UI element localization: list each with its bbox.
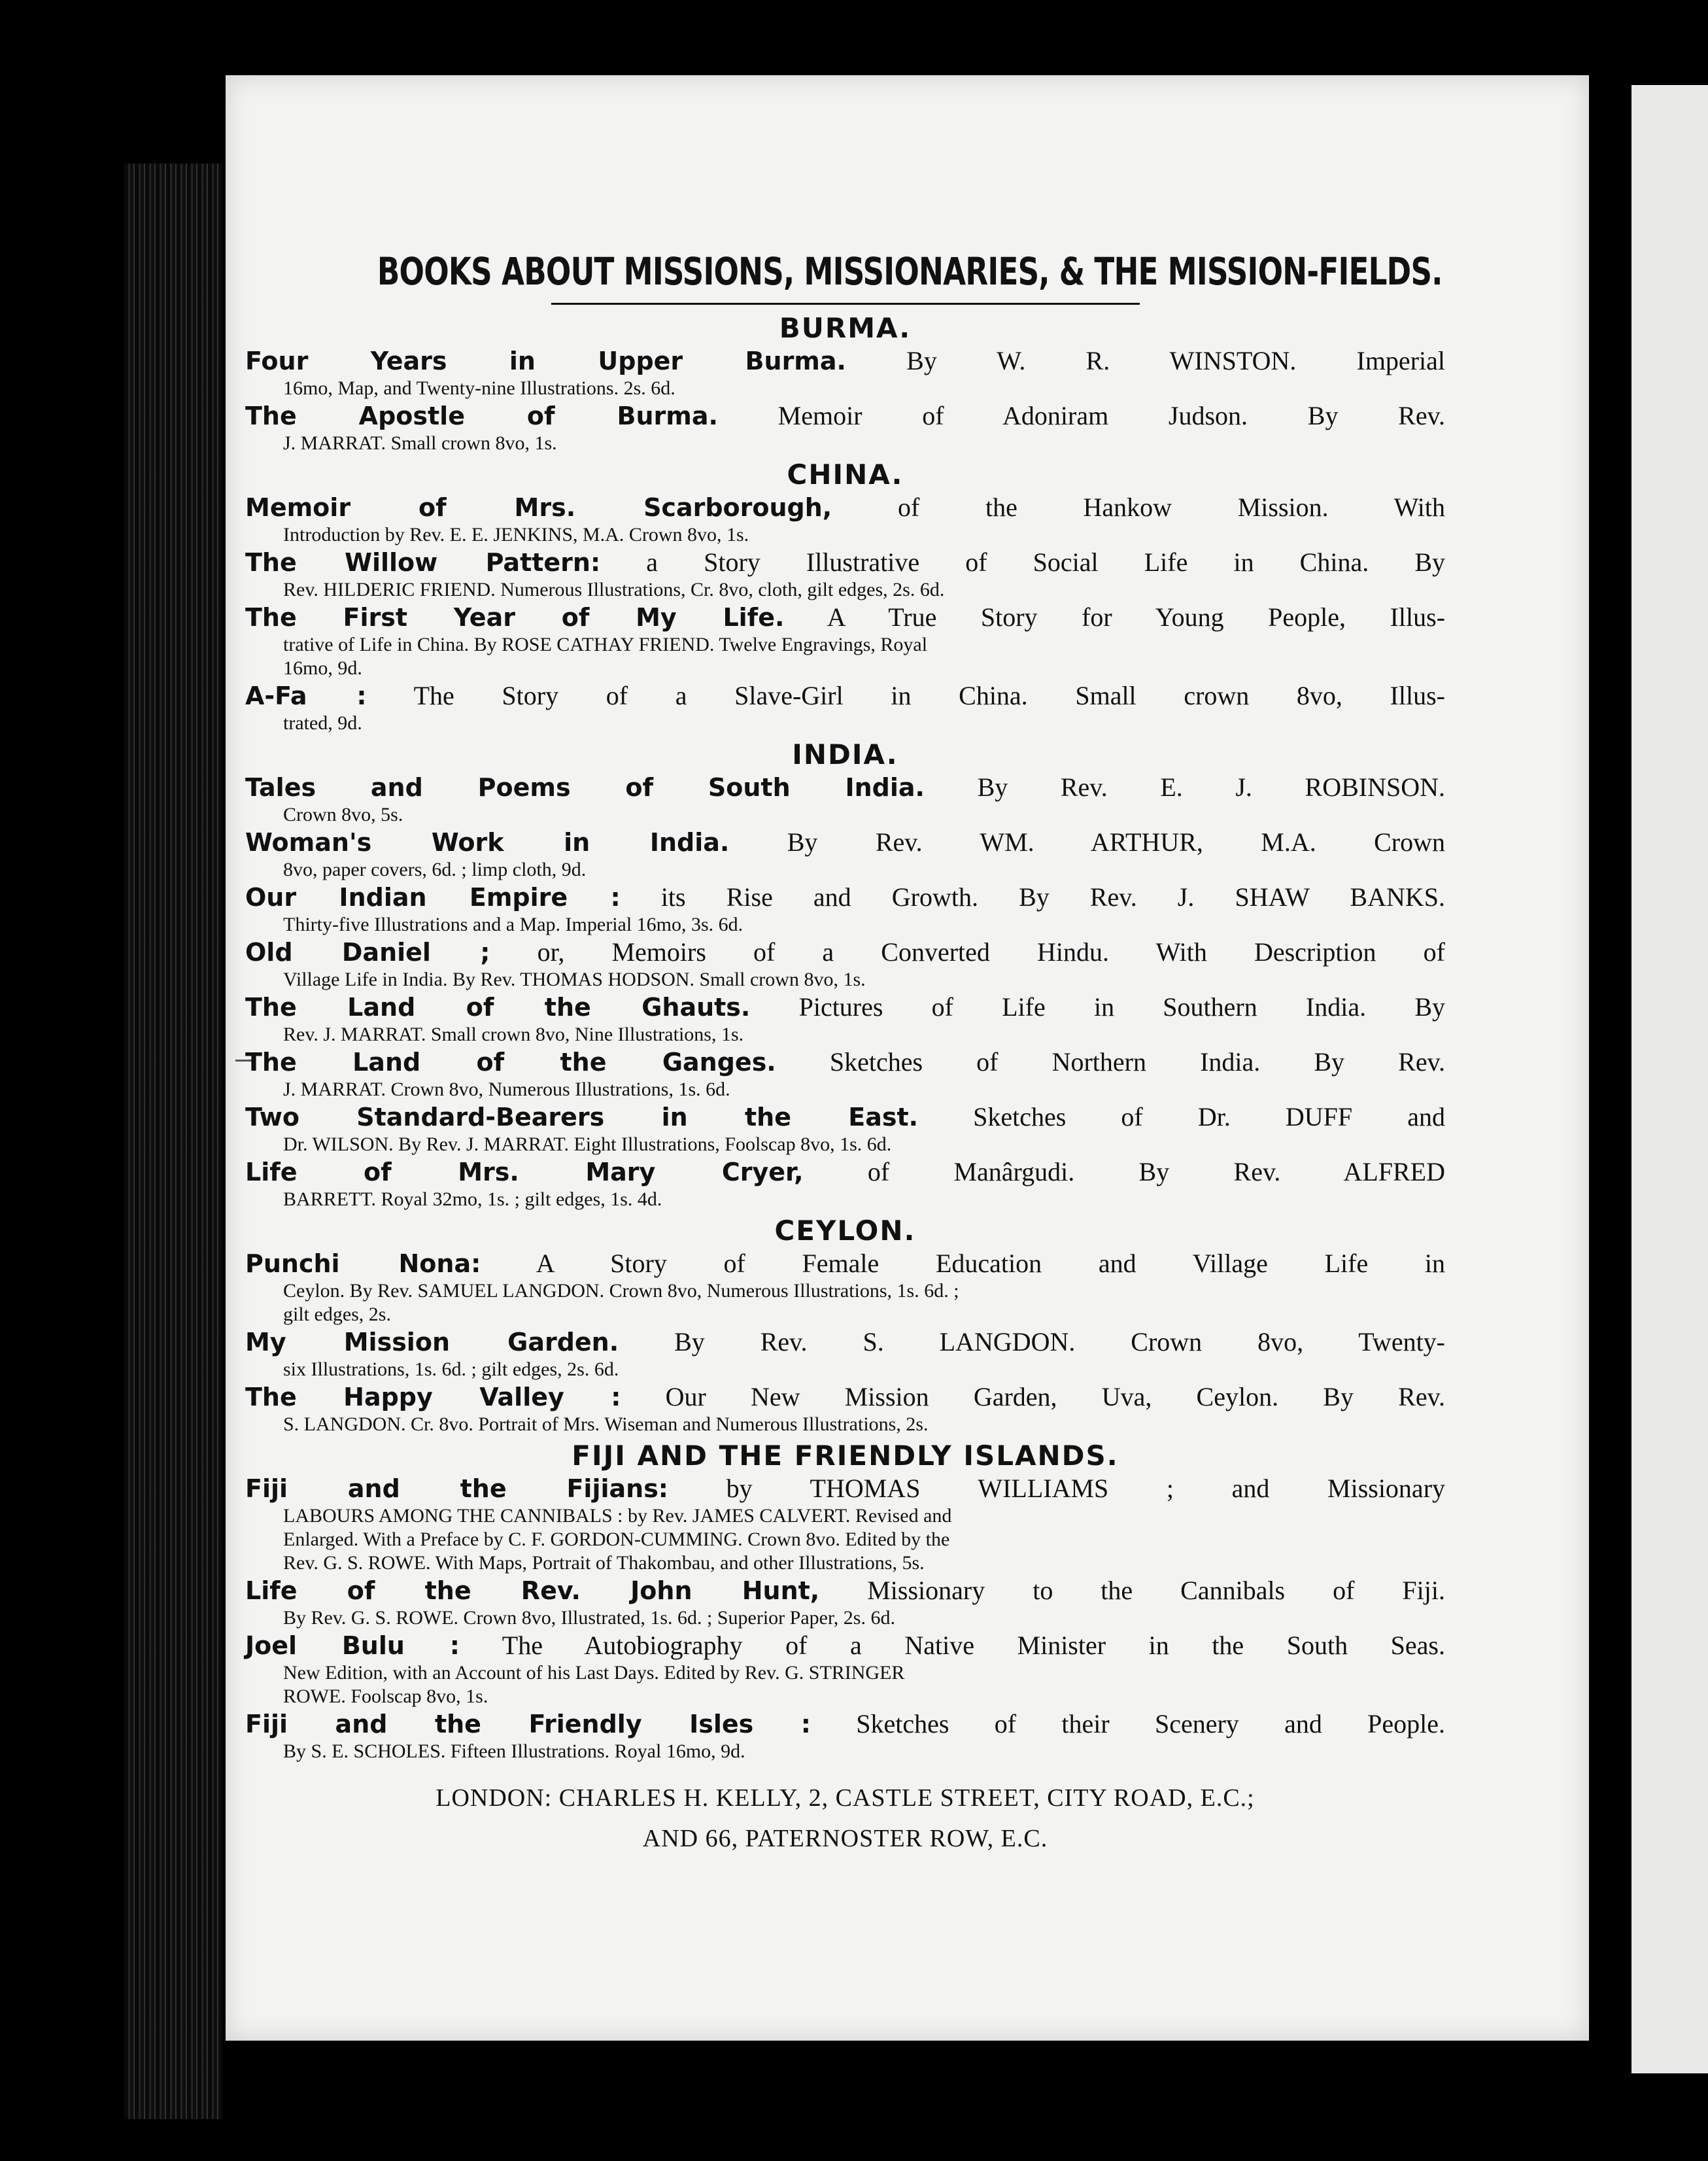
facing-page-edge	[1631, 85, 1708, 2073]
book-title: The Happy Valley :	[245, 1383, 621, 1411]
book-description: By Rev. WM. ARTHUR, M.A. Crown	[787, 827, 1446, 857]
book-details: ROWE. Foolscap 8vo, 1s.	[283, 1686, 488, 1707]
book-entry-headline	[245, 1630, 1445, 1661]
book-entry-headline	[245, 602, 1445, 633]
book-details: By Rev. G. S. ROWE. Crown 8vo, Illustrated, 1s. 6d. ; Superior Paper, 2s. 6d.	[283, 1607, 895, 1629]
book-entry-headline	[245, 882, 1445, 913]
book-entry-headline	[245, 547, 1445, 578]
book-details: Crown 8vo, 5s.	[283, 804, 403, 825]
book-title: Memoir of Mrs. Scarborough,	[245, 493, 832, 522]
book-details: Rev. J. MARRAT. Small crown 8vo, Nine Illustrations, 1s.	[283, 1024, 744, 1045]
book-entry	[245, 882, 1445, 937]
book-title: Joel Bulu :	[245, 1631, 460, 1660]
book-title: The Apostle of Burma.	[245, 402, 718, 430]
book-description: Sketches of Northern India. By Rev.	[829, 1047, 1445, 1077]
book-details: six Illustrations, 1s. 6d. ; gilt edges, 2s. 6d.	[283, 1358, 619, 1380]
book-details: gilt edges, 2s.	[283, 1304, 391, 1325]
book-entry-headline	[245, 1101, 1445, 1133]
book-details: New Edition, with an Account of his Last Days. Edited by Rev. G. STRINGER	[283, 1662, 905, 1684]
book-entry-headline	[245, 345, 1445, 377]
book-entry-headline	[245, 827, 1445, 858]
book-details: trated, 9d.	[283, 712, 362, 734]
book-entry	[245, 492, 1445, 547]
imprint-line-1: LONDON: CHARLES H. KELLY, 2, CASTLE STREET, CITY ROAD, E.C.;	[436, 1784, 1255, 1812]
book-details: Dr. WILSON. By Rev. J. MARRAT. Eight Illustrations, Foolscap 8vo, 1s. 6d.	[283, 1133, 892, 1155]
book-entry	[245, 1248, 1445, 1326]
book-title: Tales and Poems of South India.	[245, 773, 925, 802]
book-entry-headline	[245, 1248, 1445, 1279]
book-title: Old Daniel ;	[245, 938, 490, 967]
book-entry	[245, 1473, 1445, 1575]
book-details: 16mo, Map, and Twenty-nine Illustrations. 2s. 6d.	[283, 377, 675, 399]
book-description: or, Memoirs of a Converted Hindu. With Description of	[537, 937, 1445, 967]
section-heading: INDIA.	[792, 738, 898, 770]
book-title: The Land of the Ganges.	[245, 1048, 776, 1077]
book-description: of the Hankow Mission. With	[897, 493, 1446, 522]
book-title: Fiji and the Fijians:	[245, 1474, 669, 1503]
book-entry	[245, 937, 1445, 992]
book-title: The Land of the Ghauts.	[245, 993, 751, 1022]
book-title: The Willow Pattern:	[245, 548, 601, 577]
book-title: Punchi Nona:	[245, 1249, 481, 1278]
book-description: By Rev. E. J. ROBINSON.	[977, 772, 1446, 802]
book-details: Ceylon. By Rev. SAMUEL LANGDON. Crown 8vo, Numerous Illustrations, 1s. 6d. ;	[283, 1280, 959, 1302]
book-entry-headline	[245, 772, 1445, 803]
book-spine	[124, 164, 222, 2119]
book-entry	[245, 1046, 1445, 1101]
book-entry	[245, 680, 1445, 735]
book-title: Life of Mrs. Mary Cryer,	[245, 1158, 804, 1186]
book-entry	[245, 345, 1445, 400]
book-entry-headline	[245, 937, 1445, 968]
title-rule	[551, 303, 1140, 305]
sections-container	[245, 313, 1445, 1763]
book-title: Two Standard-Bearers in the East.	[245, 1103, 919, 1132]
book-description: Sketches of Dr. DUFF and	[973, 1102, 1445, 1132]
book-entry	[245, 602, 1445, 680]
book-entry	[245, 1575, 1445, 1630]
book-description: Pictures of Life in Southern India. By	[798, 992, 1446, 1022]
book-title: Our Indian Empire :	[245, 883, 621, 912]
book-entry-headline	[245, 1473, 1445, 1504]
book-details: trative of Life in China. By ROSE CATHAY FRIEND. Twelve Engravings, Royal	[283, 634, 928, 655]
book-details: LABOURS AMONG THE CANNIBALS : by Rev. JAMES CALVERT. Revised and	[283, 1505, 952, 1527]
book-details: Village Life in India. By Rev. THOMAS HODSON. Small crown 8vo, 1s.	[283, 969, 866, 990]
book-description: A Story of Female Education and Village Life in	[536, 1249, 1446, 1278]
book-entry-headline	[245, 492, 1445, 523]
book-description: Missionary to the Cannibals of Fiji.	[867, 1576, 1445, 1605]
section-heading: BURMA.	[779, 312, 912, 344]
catalogue-content	[245, 245, 1445, 1859]
imprint-line-2: AND 66, PATERNOSTER ROW, E.C.	[642, 1825, 1048, 1852]
publisher-imprint	[245, 1778, 1445, 1859]
page-title: BOOKS ABOUT MISSIONS, MISSIONARIES, & THE MISSION-FIELDS.	[377, 249, 1443, 294]
book-description: Sketches of their Scenery and People.	[856, 1709, 1445, 1738]
book-entry-headline	[245, 1381, 1445, 1413]
book-title: Four Years in Upper Burma.	[245, 347, 846, 375]
book-title: Fiji and the Friendly Isles :	[245, 1710, 811, 1738]
book-details: Thirty-five Illustrations and a Map. Imperial 16mo, 3s. 6d.	[283, 914, 743, 935]
book-details: Enlarged. With a Preface by C. F. GORDON-CUMMING. Crown 8vo. Edited by the	[283, 1529, 950, 1550]
book-details: S. LANGDON. Cr. 8vo. Portrait of Mrs. Wiseman and Numerous Illustrations, 2s.	[283, 1413, 929, 1435]
book-description: By Rev. S. LANGDON. Crown 8vo, Twenty-	[674, 1327, 1446, 1357]
section-heading: FIJI AND THE FRIENDLY ISLANDS.	[572, 1440, 1119, 1472]
book-details: J. MARRAT. Small crown 8vo, 1s.	[283, 432, 557, 454]
book-title: Life of the Rev. John Hunt,	[245, 1576, 820, 1605]
book-details: BARRETT. Royal 32mo, 1s. ; gilt edges, 1s. 4d.	[283, 1188, 662, 1210]
book-description: by THOMAS WILLIAMS ; and Missionary	[726, 1474, 1446, 1503]
book-description: its Rise and Growth. By Rev. J. SHAW BANKS.	[660, 882, 1446, 912]
book-details: By S. E. SCHOLES. Fifteen Illustrations. Royal 16mo, 9d.	[283, 1740, 745, 1762]
book-entry	[245, 992, 1445, 1046]
book-details: Introduction by Rev. E. E. JENKINS, M.A. Crown 8vo, 1s.	[283, 524, 749, 545]
book-description: Our New Mission Garden, Uva, Ceylon. By Rev.	[665, 1382, 1446, 1411]
book-description: Memoir of Adoniram Judson. By Rev.	[777, 401, 1445, 430]
book-description: a Story Illustrative of Social Life in China. By	[646, 547, 1445, 577]
book-entry	[245, 1381, 1445, 1436]
book-entry-headline	[245, 680, 1445, 712]
book-entry	[245, 1156, 1445, 1211]
section-heading: CEYLON.	[774, 1215, 916, 1247]
book-entry	[245, 772, 1445, 827]
book-entry-headline	[245, 992, 1445, 1023]
book-entry-headline	[245, 1156, 1445, 1188]
book-entry-headline	[245, 1708, 1445, 1740]
book-details: J. MARRAT. Crown 8vo, Numerous Illustrations, 1s. 6d.	[283, 1079, 730, 1100]
book-entry-headline	[245, 1575, 1445, 1606]
book-details: Rev. G. S. ROWE. With Maps, Portrait of Thakombau, and other Illustrations, 5s.	[283, 1552, 925, 1574]
book-entry-headline	[245, 400, 1445, 432]
book-description: By W. R. WINSTON. Imperial	[906, 346, 1445, 375]
book-entry	[245, 1630, 1445, 1708]
book-entry	[245, 1326, 1445, 1381]
book-title: Woman's Work in India.	[245, 828, 730, 857]
book-title: A-Fa :	[245, 682, 367, 710]
section-heading: CHINA.	[787, 458, 904, 491]
book-entry	[245, 1708, 1445, 1763]
book-entry-headline	[245, 1046, 1445, 1078]
book-entry-headline	[245, 1326, 1445, 1358]
book-description: The Story of a Slave-Girl in China. Small crown 8vo, Illus-	[413, 681, 1446, 710]
book-entry	[245, 547, 1445, 602]
book-entry	[245, 1101, 1445, 1156]
book-details: 16mo, 9d.	[283, 657, 362, 679]
book-description: The Autobiography of a Native Minister in the South Seas.	[502, 1631, 1445, 1660]
book-description: A True Story for Young People, Illus-	[827, 602, 1446, 632]
book-description: of Manârgudi. By Rev. ALFRED	[867, 1157, 1445, 1186]
book-title: The First Year of My Life.	[245, 603, 785, 632]
book-entry	[245, 827, 1445, 882]
book-title: My Mission Garden.	[245, 1328, 619, 1357]
book-details: Rev. HILDERIC FRIEND. Numerous Illustrations, Cr. 8vo, cloth, gilt edges, 2s. 6d.	[283, 579, 945, 600]
book-details: 8vo, paper covers, 6d. ; limp cloth, 9d.	[283, 859, 587, 880]
book-entry	[245, 400, 1445, 455]
